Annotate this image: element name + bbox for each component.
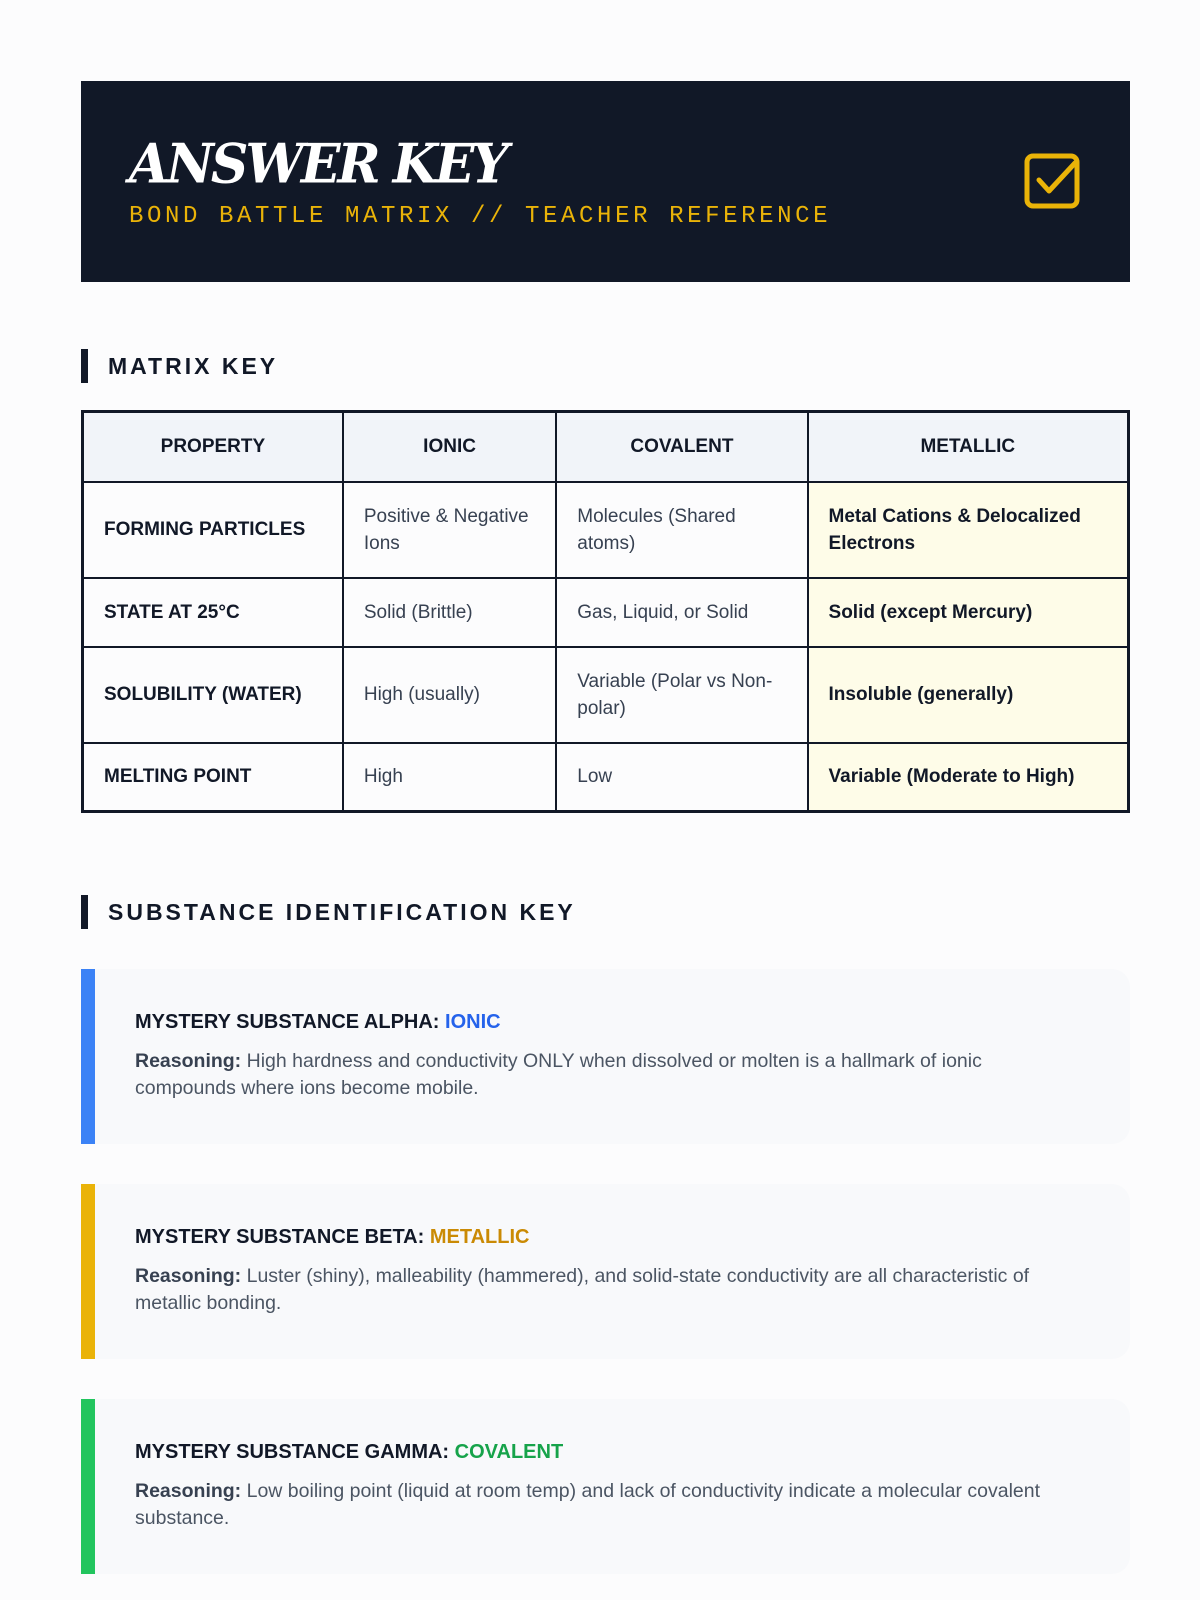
column-header-property: PROPERTY	[83, 412, 343, 482]
column-header-ionic: IONIC	[343, 412, 556, 482]
covalent-cell: Gas, Liquid, or Solid	[556, 578, 807, 647]
card-title	[135, 1439, 1076, 1465]
card-title	[135, 1224, 1076, 1250]
table-row	[83, 578, 1129, 647]
substance-card-gamma	[81, 1399, 1130, 1574]
column-header-covalent: COVALENT	[556, 412, 807, 482]
column-header-metallic: METALLIC	[808, 412, 1129, 482]
ionic-cell: High	[343, 743, 556, 812]
page-subtitle: BOND BATTLE MATRIX // TEACHER REFERENCE	[129, 203, 832, 230]
table-row	[83, 482, 1129, 578]
substance-answer: COVALENT	[454, 1441, 564, 1463]
metallic-cell: Variable (Moderate to High)	[808, 743, 1129, 812]
checkbox-icon	[1022, 151, 1082, 211]
substance-name: MYSTERY SUBSTANCE GAMMA:	[135, 1441, 450, 1463]
covalent-cell: Low	[556, 743, 807, 812]
metallic-cell: Metal Cations & Delocalized Electrons	[808, 482, 1129, 578]
property-cell: STATE AT 25°C	[83, 578, 343, 647]
property-cell: MELTING POINT	[83, 743, 343, 812]
matrix-table	[81, 410, 1130, 813]
card-reasoning	[135, 1048, 1076, 1102]
page-title: ANSWER KEY	[129, 132, 506, 197]
identification-section-title: SUBSTANCE IDENTIFICATION KEY	[81, 895, 576, 929]
reasoning-text: Low boiling point (liquid at room temp) and lack of conductivity indicate a molecular covalent substance.	[135, 1480, 1041, 1529]
substance-card-beta	[81, 1184, 1130, 1359]
substance-name: MYSTERY SUBSTANCE BETA:	[135, 1226, 425, 1248]
substance-answer: METALLIC	[429, 1226, 530, 1248]
property-cell: FORMING PARTICLES	[83, 482, 343, 578]
matrix-section-title: MATRIX KEY	[81, 349, 278, 383]
header-banner	[81, 81, 1130, 282]
ionic-cell: Positive & Negative Ions	[343, 482, 556, 578]
card-reasoning	[135, 1263, 1076, 1317]
table-row	[83, 743, 1129, 812]
table-header-row	[83, 412, 1129, 482]
reasoning-label: Reasoning:	[135, 1265, 242, 1287]
reasoning-label: Reasoning:	[135, 1050, 242, 1072]
reasoning-text: Luster (shiny), malleability (hammered), and solid-state conductivity are all characteristic of metallic bonding.	[135, 1265, 1030, 1314]
ionic-cell: High (usually)	[343, 647, 556, 743]
property-cell: SOLUBILITY (WATER)	[83, 647, 343, 743]
covalent-cell: Molecules (Shared atoms)	[556, 482, 807, 578]
metallic-cell: Solid (except Mercury)	[808, 578, 1129, 647]
substance-name: MYSTERY SUBSTANCE ALPHA:	[135, 1011, 440, 1033]
reasoning-label: Reasoning:	[135, 1480, 242, 1502]
substance-card-alpha	[81, 969, 1130, 1144]
reasoning-text: High hardness and conductivity ONLY when dissolved or molten is a hallmark of ionic compounds where ions become mobile.	[135, 1050, 982, 1099]
covalent-cell: Variable (Polar vs Non-polar)	[556, 647, 807, 743]
card-title	[135, 1009, 1076, 1035]
ionic-cell: Solid (Brittle)	[343, 578, 556, 647]
metallic-cell: Insoluble (generally)	[808, 647, 1129, 743]
table-row	[83, 647, 1129, 743]
substance-answer: IONIC	[445, 1011, 501, 1033]
card-reasoning	[135, 1478, 1076, 1532]
